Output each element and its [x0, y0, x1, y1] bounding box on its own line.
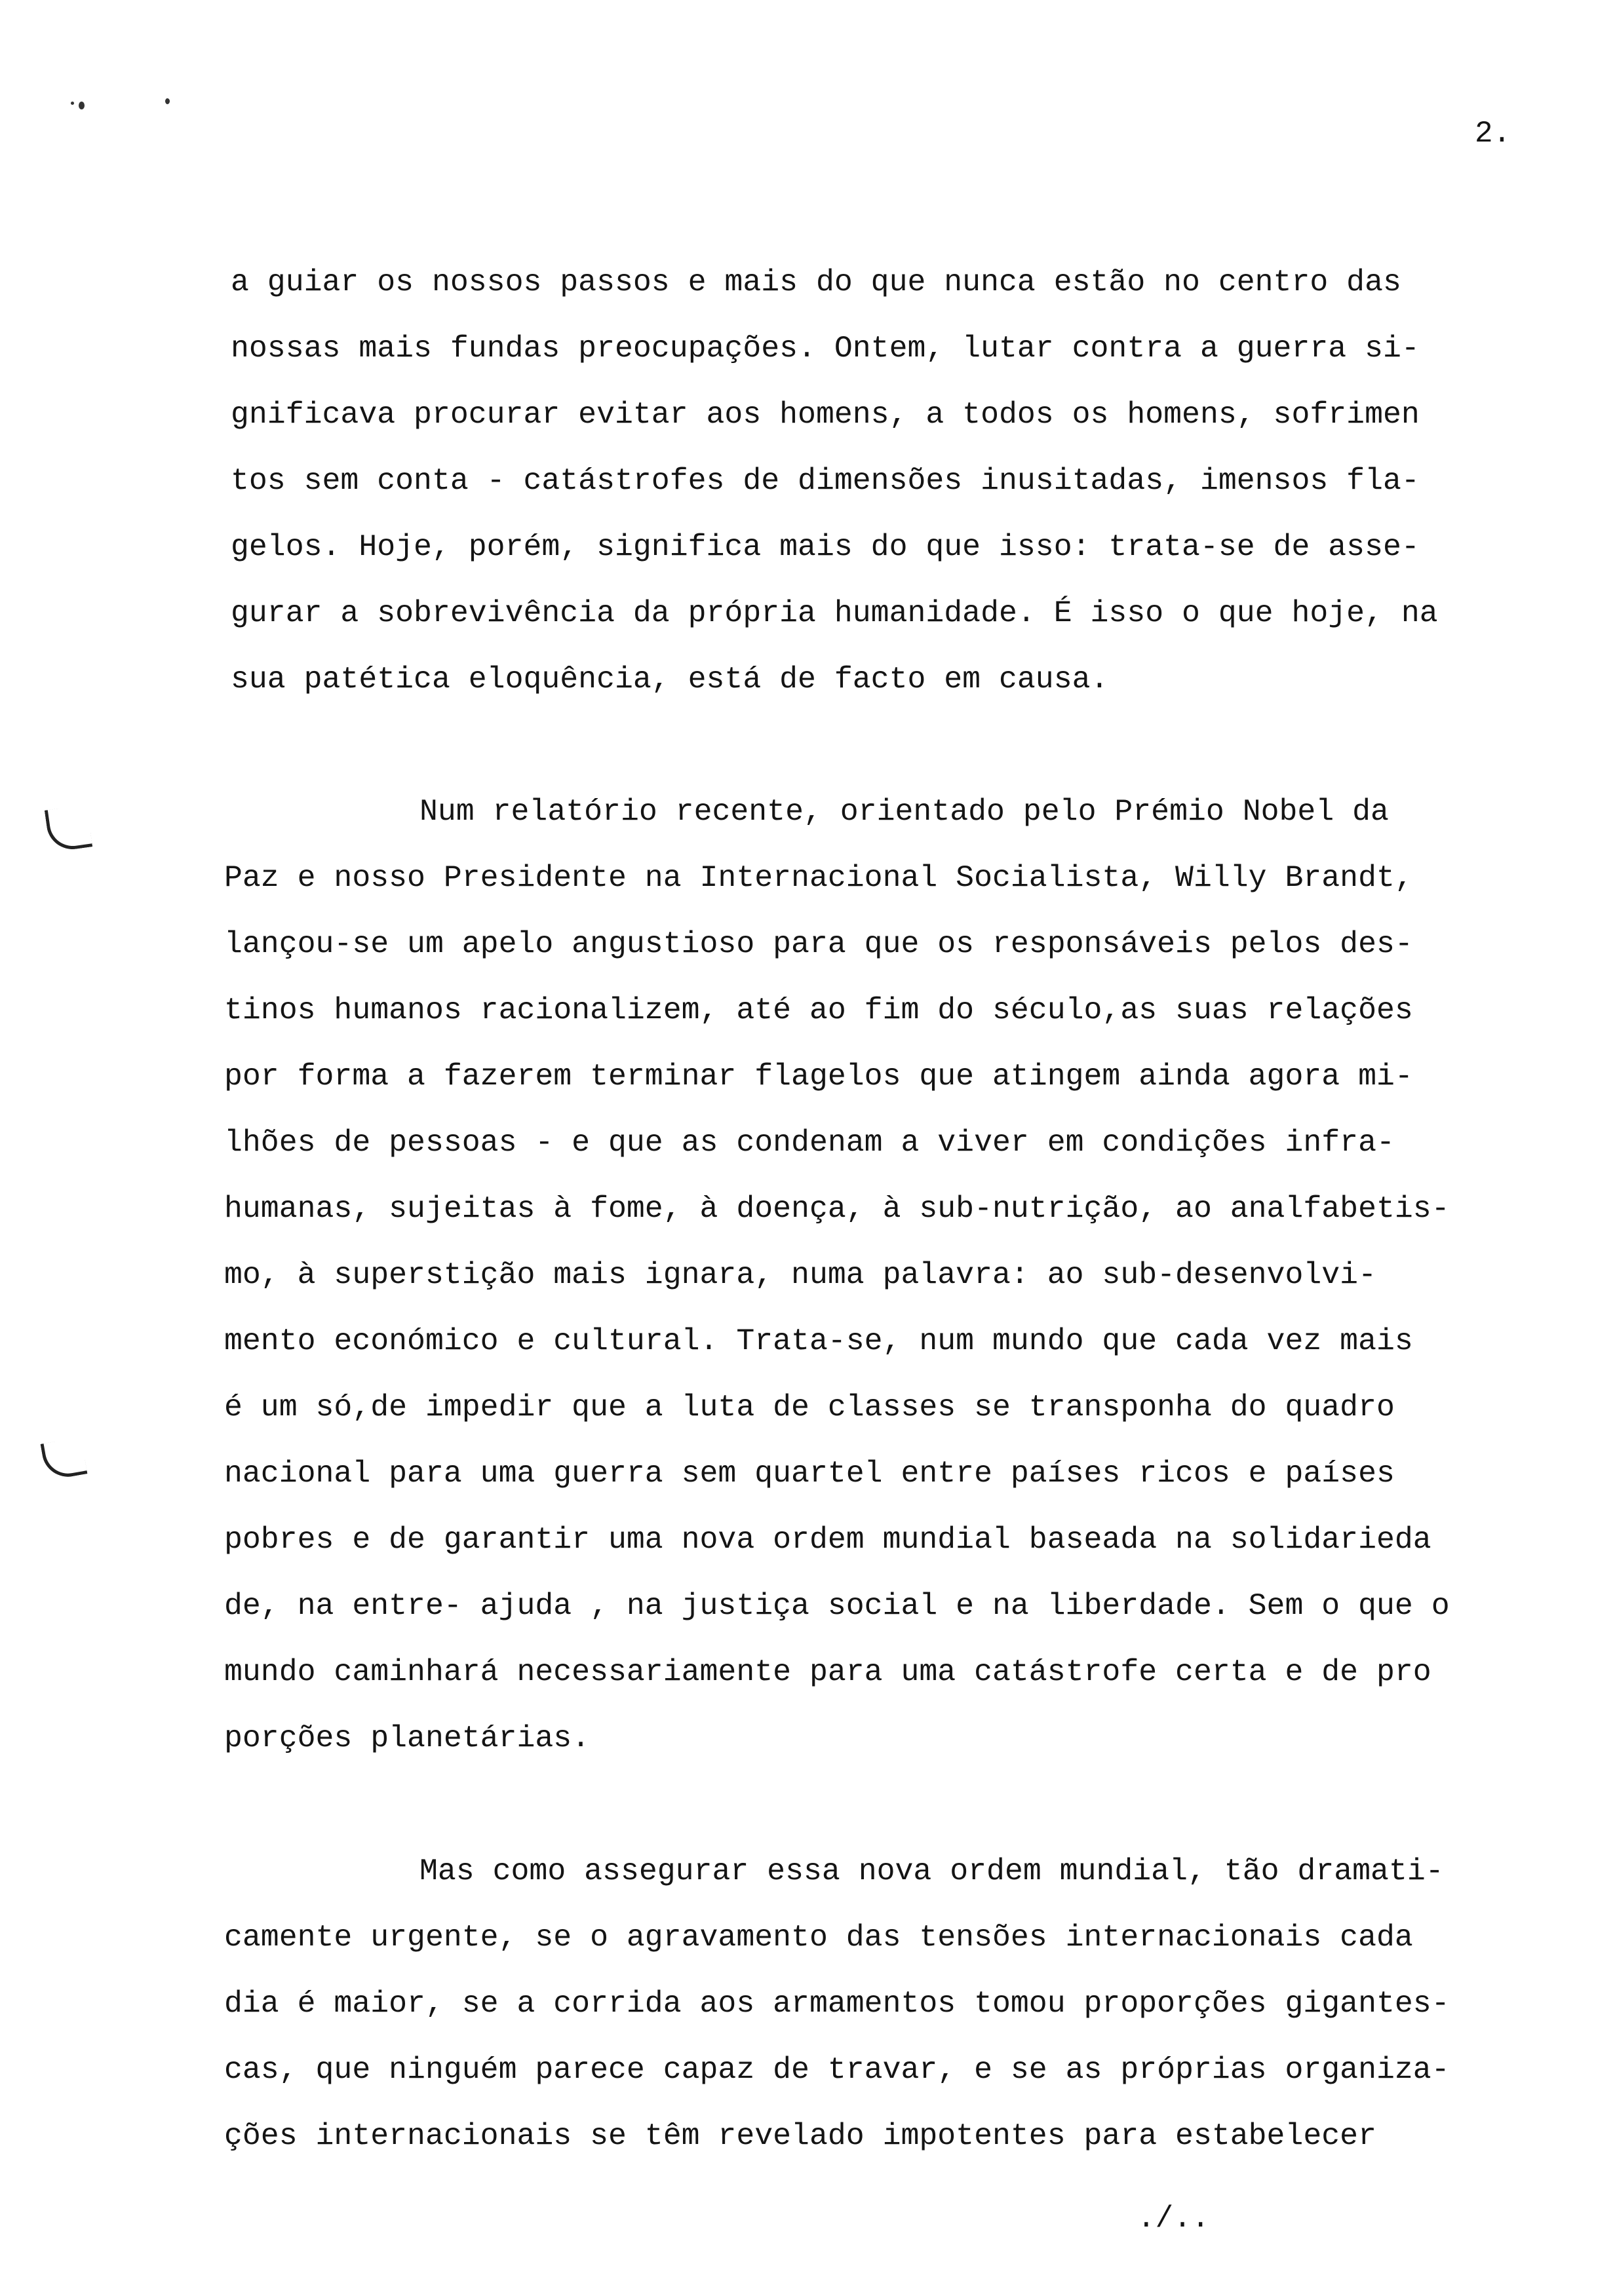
text-line: tinos humanos racionalizem, até ao fim do século,as suas relações	[224, 993, 1413, 1027]
speck-mark	[79, 102, 85, 109]
text-line: dia é maior, se a corrida aos armamentos tomou proporções gigantes-	[224, 1986, 1450, 2021]
text-line: Paz e nosso Presidente na Internacional Socialista, Willy Brandt,	[224, 860, 1413, 895]
text-line: tos sem conta - catástrofes de dimensões inusitadas, imensos fla-	[231, 463, 1420, 498]
text-line: nossas mais fundas preocupações. Ontem, lutar contra a guerra si-	[231, 331, 1420, 366]
text-line: nacional para uma guerra sem quartel entre países ricos e países	[224, 1456, 1395, 1491]
text-line: mento económico e cultural. Trata-se, num mundo que cada vez mais	[224, 1324, 1413, 1358]
speck-mark	[165, 98, 170, 104]
text-line: mundo caminhará necessariamente para uma catástrofe certa e de pro	[224, 1655, 1431, 1689]
continuation-mark: ./..	[1137, 2202, 1210, 2236]
text-line: por forma a fazerem terminar flagelos que atingem ainda agora mi-	[224, 1059, 1413, 1094]
text-line: gnificava procurar evitar aos homens, a todos os homens, sofrimen	[231, 397, 1420, 432]
paragraph	[231, 249, 1438, 712]
text-line: Num relatório recente, orientado pelo Prémio Nobel da	[419, 794, 1389, 829]
scan-margin-mark	[45, 805, 92, 852]
text-line: é um só,de impedir que a luta de classes se transponha do quadro	[224, 1390, 1395, 1425]
text-line: Mas como assegurar essa nova ordem mundial, tão dramati-	[419, 1854, 1444, 1888]
text-line: pobres e de garantir uma nova ordem mundial baseada na solidarieda	[224, 1522, 1431, 1557]
text-line: de, na entre- ajuda , na justiça social e na liberdade. Sem o que o	[224, 1588, 1450, 1623]
page-number: 2.	[1475, 117, 1511, 151]
text-line: gurar a sobrevivência da própria humanidade. É isso o que hoje, na	[231, 596, 1438, 630]
text-line: lançou-se um apelo angustioso para que os responsáveis pelos des-	[224, 927, 1413, 961]
text-line: lhões de pessoas - e que as condenam a viver em condições infra-	[224, 1125, 1395, 1160]
text-line: cas, que ninguém parece capaz de travar, e se as próprias organiza-	[224, 2052, 1450, 2087]
text-line: camente urgente, se o agravamento das tensões internacionais cada	[224, 1920, 1413, 1955]
text-line: sua patética eloquência, está de facto em causa.	[231, 662, 1109, 697]
text-line: gelos. Hoje, porém, significa mais do que isso: trata-se de asse-	[231, 529, 1420, 564]
text-line: humanas, sujeitas à fome, à doença, à sub-nutrição, ao analfabetis-	[224, 1191, 1450, 1226]
scan-margin-mark	[41, 1437, 88, 1481]
paragraph	[224, 1838, 1450, 2169]
speck-mark	[71, 102, 74, 105]
text-line: ções internacionais se têm revelado impotentes para estabelecer	[224, 2118, 1376, 2153]
text-line: mo, à superstição mais ignara, numa palavra: ao sub-desenvolvi-	[224, 1257, 1376, 1292]
text-line: a guiar os nossos passos e mais do que nunca estão no centro das	[231, 265, 1401, 299]
paragraph	[224, 778, 1450, 1771]
text-line: porções planetárias.	[224, 1721, 591, 1755]
